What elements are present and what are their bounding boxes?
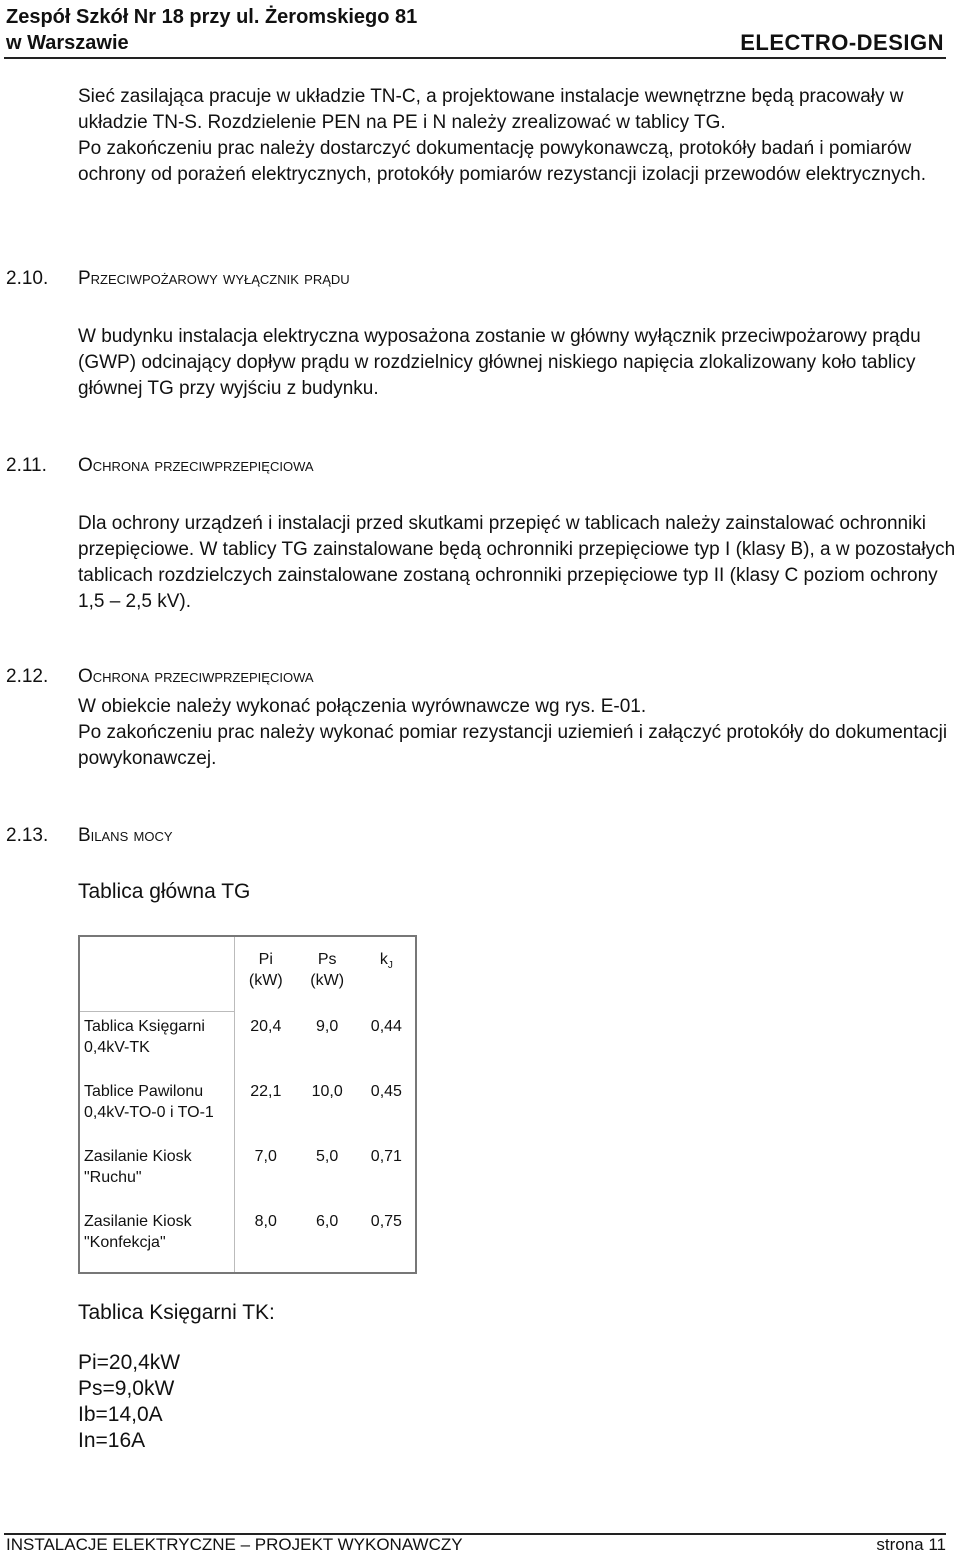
section-number: 2.10.	[6, 268, 49, 289]
document-header-school	[6, 4, 417, 56]
balance-subtitle: Tablica główna TG	[78, 880, 251, 903]
header-brand-logo: ELECTRO-DESIGN	[740, 30, 944, 55]
column-header-kj-label: k	[379, 951, 388, 968]
cell-kj: 0,71	[370, 1148, 402, 1165]
cell-ps: 9,0	[316, 1017, 339, 1035]
section-paragraph-1: W obiekcie należy wykonać połączenia wyrównawcze wg rys. E-01.	[78, 696, 647, 717]
intro-paragraph-1: Sieć zasilająca pracuje w układzie TN-C, a projektowane instalacje wewnętrzne będą pracowały w układzie TN-S. Rozdzielenie PEN na PE i N należy zrealizować w tablicy TG.	[78, 86, 904, 133]
header-school-line2: w Warszawie	[6, 32, 129, 54]
section-title: Ochrona przeciwprzepięciowa	[78, 666, 314, 687]
row-name	[79, 1207, 235, 1273]
section-paragraph-2: Po zakończeniu prac należy wykonać pomiar rezystancji uziemień i załączyć protokóły do dokumentacji powykonawczej.	[78, 722, 948, 769]
row-name-line1: Tablice Pawilonu	[84, 1083, 204, 1100]
page-number: strona 11	[876, 1535, 946, 1554]
row-name-line1: Tablica Księgarni	[84, 1018, 205, 1035]
row-name-line1: Zasilanie Kiosk	[84, 1148, 192, 1165]
table-header-row	[79, 936, 416, 1012]
tk-values	[78, 1350, 180, 1454]
tk-line-ps: Ps=9,0kW	[78, 1377, 175, 1400]
tk-line-in: In=16A	[78, 1429, 146, 1452]
row-name-line2: 0,4kV-TK	[84, 1039, 150, 1056]
cell-ps: 6,0	[316, 1213, 339, 1230]
cell-kj: 0,75	[370, 1213, 402, 1230]
column-header-ps	[297, 936, 358, 1012]
section-heading-2-11	[6, 453, 314, 479]
section-number: 2.12.	[6, 666, 49, 687]
cell-ps: 10,0	[311, 1083, 343, 1100]
section-number: 2.11.	[6, 455, 47, 476]
cell-ps: 5,0	[316, 1148, 339, 1165]
section-body-2-12	[78, 694, 958, 772]
section-paragraph: Dla ochrony urządzeń i instalacji przed skutkami przepięć w tablicach należy zainstalować ochronniki przepięciowe. W tablicy TG zainstalowane będą ochronniki przepięciowe typ I (klasy B), a w pozostałych tablicach rozdzielczych zainstalowane zostaną ochronniki przepięciowe typ II (klasy C poziom ochrony 1,5 – 2,5 kV).	[78, 513, 956, 612]
section-title: Ochrona przeciwprzepięciowa	[78, 455, 314, 476]
cell-pi: 20,4	[250, 1017, 282, 1035]
column-header-ps-label: Ps	[317, 951, 337, 968]
table-row	[79, 1207, 416, 1273]
column-header-pi-unit: (kW)	[248, 972, 283, 989]
table-row	[79, 1142, 416, 1207]
row-name-line2: 0,4kV-TO-0 i TO-1	[84, 1104, 214, 1121]
section-heading-2-10	[6, 266, 350, 292]
row-name-line2: "Konfekcja"	[84, 1234, 166, 1251]
header-divider	[4, 57, 946, 59]
tk-line-ib: Ib=14,0A	[78, 1403, 163, 1426]
row-name-line2: "Ruchu"	[84, 1169, 142, 1186]
section-heading-2-13	[6, 823, 173, 849]
header-school-line1: Zespół Szkół Nr 18 przy ul. Żeromskiego 81	[6, 6, 418, 28]
row-name-line1: Zasilanie Kiosk	[84, 1213, 192, 1230]
table-header-empty	[79, 936, 235, 1012]
section-title: Bilans mocy	[78, 825, 173, 846]
table-row	[79, 1012, 416, 1078]
column-header-pi-label: Pi	[258, 951, 273, 968]
cell-pi: 22,1	[250, 1083, 282, 1100]
row-name	[79, 1012, 235, 1078]
column-header-pi	[235, 936, 297, 1012]
cell-kj: 0,45	[370, 1083, 402, 1100]
footer-title: INSTALACJE ELEKTRYCZNE – PROJEKT WYKONAWCZY	[6, 1535, 463, 1554]
column-header-ps-unit: (kW)	[310, 972, 345, 989]
tk-subtitle: Tablica Księgarni TK:	[78, 1301, 275, 1324]
row-name	[79, 1142, 235, 1207]
section-paragraph: W budynku instalacja elektryczna wyposażona zostanie w główny wyłącznik przeciwpożarowy prądu (GWP) odcinający dopływ prądu w rozdzielnicy głównej niskiego napięcia zlokalizowany koło tablicy głównej TG przy wyjściu z budynku.	[78, 326, 921, 399]
cell-pi: 7,0	[254, 1148, 277, 1165]
tk-line-pi: Pi=20,4kW	[78, 1351, 181, 1374]
section-title: Przeciwpożarowy wyłącznik prądu	[78, 268, 350, 289]
table-row	[79, 1077, 416, 1142]
section-heading-2-12	[6, 664, 314, 690]
column-header-kj	[358, 936, 416, 1012]
column-header-kj-subscript: J	[387, 960, 393, 972]
row-name	[79, 1077, 235, 1142]
cell-kj: 0,44	[370, 1017, 402, 1035]
section-body-2-10	[78, 324, 958, 402]
section-number: 2.13.	[6, 825, 49, 846]
cell-pi: 8,0	[254, 1213, 277, 1230]
power-balance-table	[78, 935, 417, 1274]
section-body-2-11	[78, 511, 958, 615]
intro-paragraph-2: Po zakończeniu prac należy dostarczyć dokumentację powykonawczą, protokóły badań i pomiarów ochrony od porażeń elektrycznych, protokóły pomiarów rezystancji izolacji przewodów elektrycznych.	[78, 138, 926, 185]
intro-block	[78, 84, 958, 188]
